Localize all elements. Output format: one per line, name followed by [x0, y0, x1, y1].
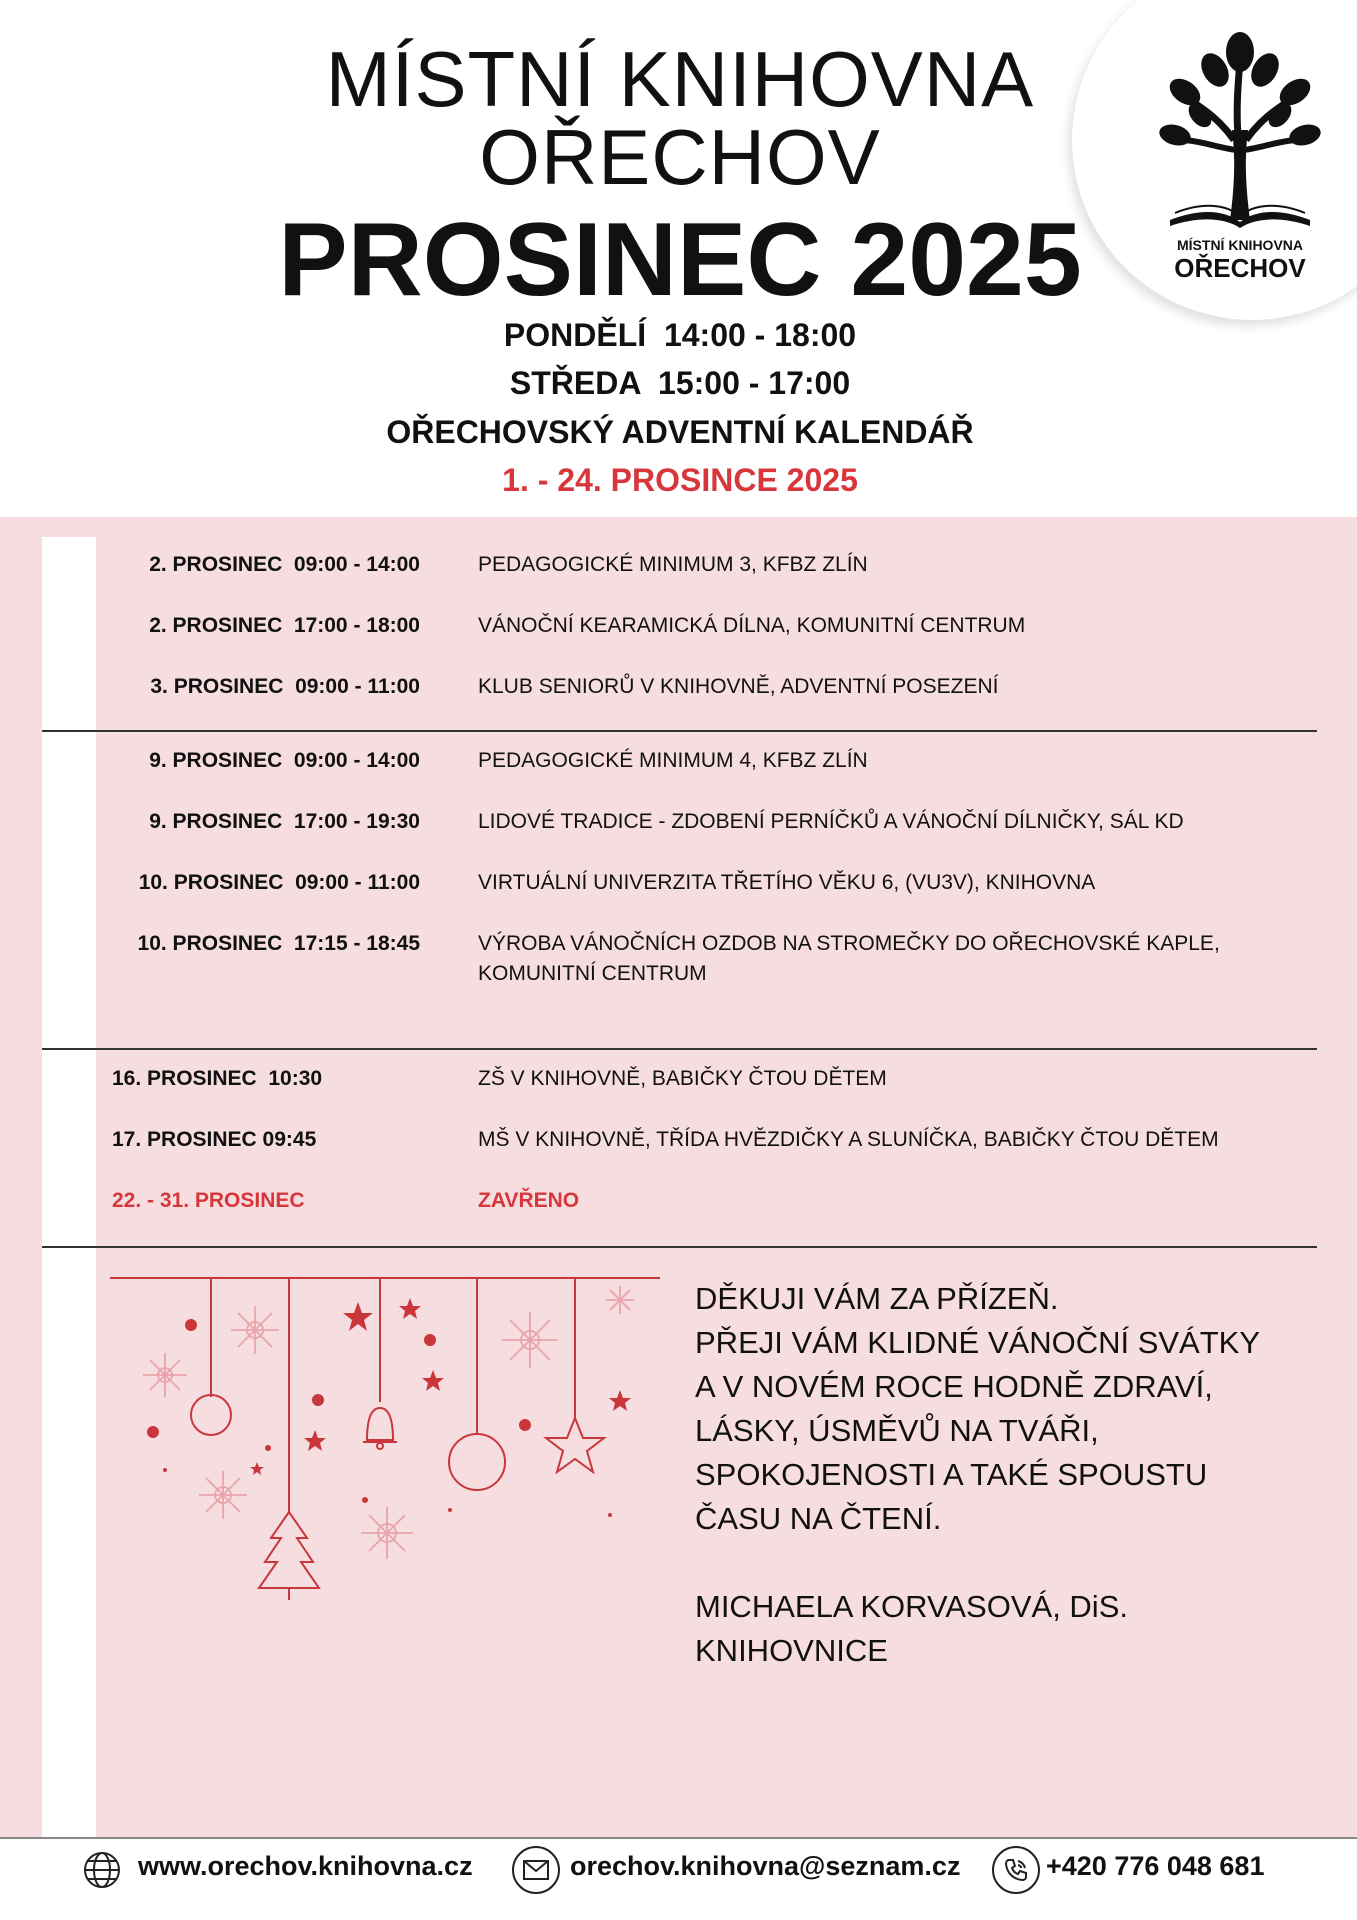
event-description: MŠ V KNIHOVNĚ, TŘÍDA HVĚZDIČKY A SLUNÍČKA, BABIČKY ČTOU DĚTEM: [478, 1128, 1219, 1151]
event-description: KLUB SENIORŮ V KNIHOVNĚ, ADVENTNÍ POSEZENÍ: [478, 675, 999, 698]
divider: [42, 1048, 1317, 1050]
email-link[interactable]: orechov.knihovna@seznam.cz: [570, 1851, 961, 1881]
event-closed-label: ZAVŘENO: [478, 1189, 580, 1212]
event-description: VÁNOČNÍ KEARAMICKÁ DÍLNA, KOMUNITNÍ CENTRUM: [478, 614, 1026, 637]
message-line: DĚKUJI VÁM ZA PŘÍZEŇ.: [695, 1281, 1059, 1316]
event-date: 2. PROSINEC 09:00 - 14:00: [149, 553, 420, 576]
website-link[interactable]: www.orechov.knihovna.cz: [138, 1851, 473, 1881]
event-date: 10. PROSINEC 17:15 - 18:45: [137, 932, 420, 955]
divider: [42, 1246, 1317, 1248]
event-date: 2. PROSINEC 17:00 - 18:00: [149, 614, 420, 637]
side-strip: [42, 537, 96, 1837]
logo-text-line2: OŘECHOV: [1174, 253, 1306, 283]
christmas-ornaments-illustration: [105, 1270, 665, 1630]
event-description: VIRTUÁLNÍ UNIVERZITA TŘETÍHO VĚKU 6, (VU3V), KNIHOVNA: [478, 871, 1096, 894]
event-description-line1: VÝROBA VÁNOČNÍCH OZDOB NA STROMEČKY DO OŘECHOVSKÉ KAPLE,: [478, 932, 1220, 955]
library-name-line1: MÍSTNÍ KNIHOVNA: [325, 35, 1035, 123]
library-name-line2: OŘECHOV: [479, 113, 881, 201]
message-line: PŘEJI VÁM KLIDNÉ VÁNOČNÍ SVÁTKY: [695, 1325, 1261, 1360]
event-description: PEDAGOGICKÉ MINIMUM 4, KFBZ ZLÍN: [478, 749, 868, 772]
event-date: 9. PROSINEC 09:00 - 14:00: [149, 749, 420, 772]
footer-divider: [0, 1837, 1357, 1839]
message-line: ČASU NA ČTENÍ.: [695, 1501, 942, 1536]
event-description-line2: KOMUNITNÍ CENTRUM: [478, 962, 707, 985]
event-date: 16. PROSINEC 10:30: [112, 1067, 323, 1090]
event-date-closed: 22. - 31. PROSINEC: [112, 1189, 305, 1212]
event-description: LIDOVÉ TRADICE - ZDOBENÍ PERNÍČKŮ A VÁNOČNÍ DÍLNIČKY, SÁL KD: [478, 810, 1184, 833]
message-line: A V NOVÉM ROCE HODNĚ ZDRAVÍ,: [695, 1369, 1213, 1404]
message-line: SPOKOJENOSTI A TAKÉ SPOUSTU: [695, 1457, 1208, 1492]
event-date: 17. PROSINEC 09:45: [112, 1128, 317, 1151]
event-date: 9. PROSINEC 17:00 - 19:30: [149, 810, 420, 833]
hours-wednesday: STŘEDA 15:00 - 17:00: [509, 365, 851, 401]
logo-text-line1: MÍSTNÍ KNIHOVNA: [1177, 237, 1303, 253]
library-logo: [1150, 30, 1330, 300]
globe-icon: [80, 1848, 124, 1892]
library-name: [200, 35, 1160, 201]
phone-icon: [992, 1846, 1040, 1894]
thank-you-message: [695, 1277, 1335, 1673]
event-date: 3. PROSINEC 09:00 - 11:00: [150, 675, 420, 698]
envelope-icon: [512, 1846, 560, 1894]
event-date: 10. PROSINEC 09:00 - 11:00: [138, 871, 420, 894]
event-description: ZŠ V KNIHOVNĚ, BABIČKY ČTOU DĚTEM: [478, 1067, 887, 1090]
tree-book-icon: [1150, 30, 1330, 230]
phone-number[interactable]: +420 776 048 681: [1046, 1851, 1265, 1881]
signature-name: MICHAELA KORVASOVÁ, DiS.: [695, 1589, 1128, 1624]
divider: [42, 730, 1317, 732]
message-line: LÁSKY, ÚSMĚVŮ NA TVÁŘI,: [695, 1413, 1099, 1448]
hours-monday: PONDĚLÍ 14:00 - 18:00: [503, 317, 857, 353]
signature-role: KNIHOVNICE: [695, 1633, 888, 1668]
advent-calendar-title: OŘECHOVSKÝ ADVENTNÍ KALENDÁŘ: [386, 414, 974, 450]
event-description: [478, 929, 1318, 989]
event-description: PEDAGOGICKÉ MINIMUM 3, KFBZ ZLÍN: [478, 553, 868, 576]
advent-calendar-dates: 1. - 24. PROSINCE 2025: [502, 462, 858, 498]
month-title: PROSINEC 2025: [278, 202, 1082, 318]
